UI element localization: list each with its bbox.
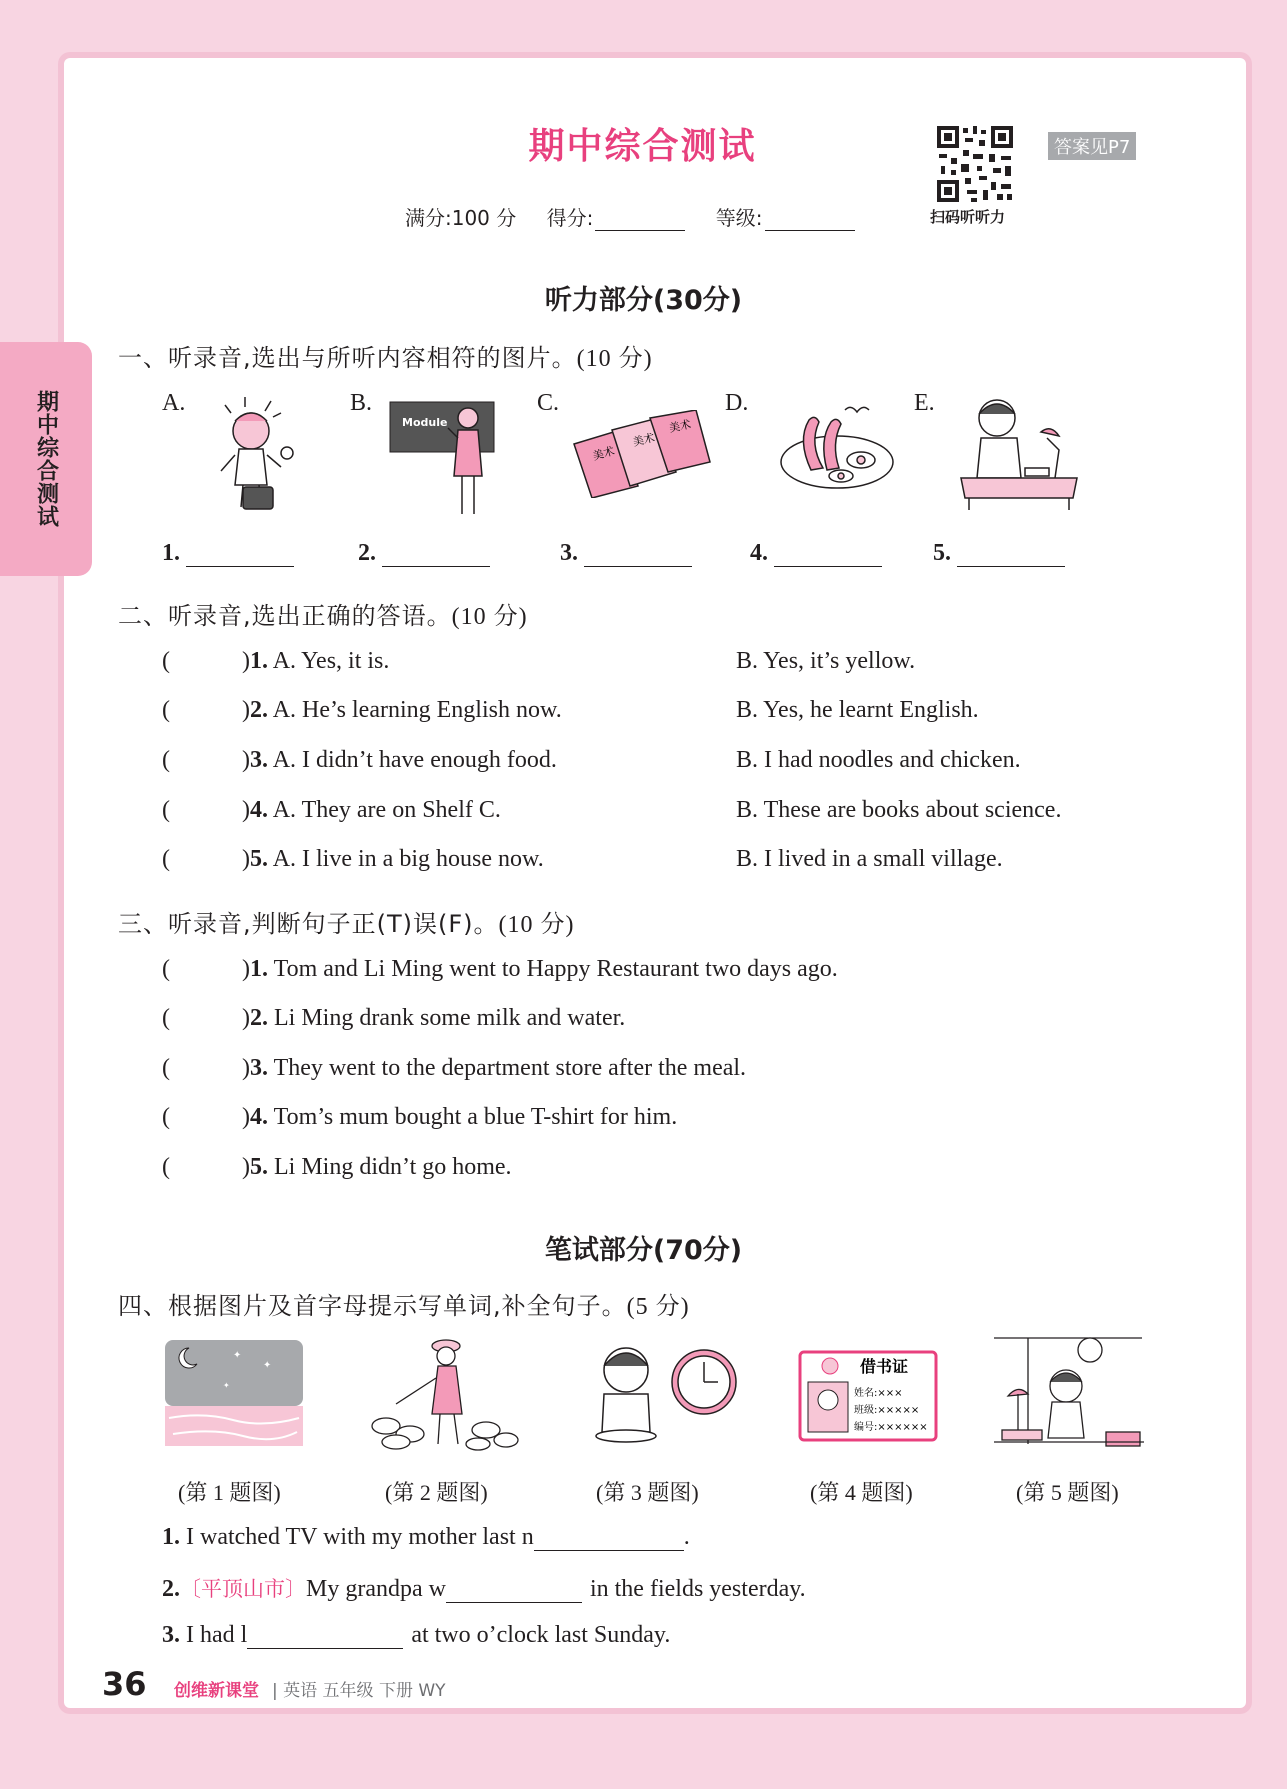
side-tab-label: 期中综合测试 — [33, 390, 59, 528]
q1-answer-5: 5. — [933, 540, 1065, 567]
answer-tag: 答案见P7 — [1048, 132, 1136, 160]
picture-letter-c: C. — [537, 390, 560, 416]
q2-item-4: ( )4. A. They are on Shelf C. — [162, 797, 501, 823]
picture-letter-a: A. — [162, 390, 186, 416]
svg-text:✦: ✦ — [233, 1350, 242, 1361]
q3-item-1: ( )1. Tom and Li Ming went to Happy Restaurant two days ago. — [162, 956, 838, 982]
footer-info: | 英语 五年级 下册 WY — [272, 1681, 446, 1701]
picture-letter-e: E. — [914, 390, 935, 416]
q2-item-3-option-b: B. I had noodles and chicken. — [736, 747, 1021, 773]
q2-item-5: ( )5. A. I live in a big house now. — [162, 846, 544, 872]
score-label: 得分: — [546, 206, 594, 230]
book-label: 美术 — [591, 444, 616, 463]
art-books-picture — [572, 410, 712, 498]
q3-item-5: ( )5. Li Ming didn’t go home. — [162, 1154, 512, 1180]
footer-brand: 创维新课堂 — [174, 1681, 259, 1701]
page-number: 36 — [102, 1665, 147, 1703]
score-blank[interactable] — [595, 208, 685, 231]
q3-item-3: ( )3. They went to the department store after the meal. — [162, 1055, 747, 1081]
q2-heading: 二、听录音,选出正确的答语。(10 分) — [118, 602, 528, 630]
grade-label: 等级: — [715, 206, 763, 230]
q1-answer-3: 3. — [560, 540, 692, 567]
q4-caption-3: (第 3 题图) — [596, 1480, 699, 1505]
blackboard-text: Module — [402, 416, 448, 429]
svg-text:✦: ✦ — [223, 1381, 230, 1390]
region-hint: 〔平顶山市〕 — [180, 1577, 306, 1601]
side-tab — [0, 342, 92, 576]
q2-item-1-option-b: B. Yes, it’s yellow. — [736, 648, 916, 674]
grade-blank[interactable] — [765, 208, 855, 231]
svg-text:✦: ✦ — [263, 1360, 272, 1371]
q4-caption-5: (第 5 题图) — [1016, 1480, 1119, 1505]
picture-letter-d: D. — [725, 390, 749, 416]
q4-caption-4: (第 4 题图) — [810, 1480, 913, 1505]
boy-lunch-clock-picture — [582, 1336, 742, 1456]
card-title: 借书证 — [860, 1357, 909, 1376]
answer-blank[interactable] — [247, 1626, 403, 1649]
sausage-plate-picture — [775, 400, 897, 495]
boy-homework-picture — [992, 1334, 1148, 1456]
qr-code-icon[interactable] — [935, 124, 1015, 204]
q1-answer-4: 4. — [750, 540, 882, 567]
q4-caption-1: (第 1 题图) — [178, 1480, 281, 1505]
answer-blank[interactable] — [534, 1528, 684, 1551]
q3-heading: 三、听录音,判断句子正(T)误(F)。(10 分) — [118, 910, 575, 938]
answer-blank[interactable] — [774, 544, 882, 567]
card-class: 班级:××××× — [854, 1405, 920, 1416]
night-sky-picture — [163, 1338, 305, 1452]
q4-item-2: 2.〔平顶山市〕My grandpa w in the fields yesterday. — [162, 1576, 806, 1602]
card-name: 姓名:××× — [854, 1388, 903, 1399]
farmer-watering-picture — [366, 1334, 522, 1454]
library-card-picture — [798, 1350, 938, 1442]
q3-item-2: ( )2. Li Ming drank some milk and water. — [162, 1005, 626, 1031]
listening-heading: 听力部分(30分) — [544, 285, 743, 316]
q4-item-1: 1. I watched TV with my mother last n . — [162, 1524, 690, 1550]
qr-caption: 扫码听听力 — [930, 208, 1006, 226]
page-title: 期中综合测试 — [528, 126, 757, 167]
q4-caption-2: (第 2 题图) — [385, 1480, 488, 1505]
card-number: 编号:×××××× — [854, 1422, 928, 1433]
answer-blank[interactable] — [957, 544, 1065, 567]
q3-item-4: ( )4. Tom’s mum bought a blue T-shirt for him. — [162, 1104, 678, 1130]
boy-studying-picture — [955, 394, 1085, 512]
answer-blank[interactable] — [446, 1580, 582, 1603]
q2-item-2-option-b: B. Yes, he learnt English. — [736, 697, 979, 723]
q4-item-3: 3. I had l at two o’clock last Sunday. — [162, 1622, 671, 1648]
svg-text:美术: 美术 — [631, 430, 657, 449]
q4-heading: 四、根据图片及首字母提示写单词,补全句子。(5 分) — [118, 1292, 690, 1320]
svg-text:美术: 美术 — [667, 417, 693, 435]
answer-blank[interactable] — [584, 544, 692, 567]
q2-item-1: ( )1. A. Yes, it is. — [162, 648, 390, 674]
q1-heading: 一、听录音,选出与所听内容相符的图片。(10 分) — [118, 344, 653, 372]
q2-item-5-option-b: B. I lived in a small village. — [736, 846, 1003, 872]
q2-item-3: ( )3. A. I didn’t have enough food. — [162, 747, 557, 773]
q1-answer-2: 2. — [358, 540, 490, 567]
score-line — [405, 202, 879, 231]
q2-item-4-option-b: B. These are books about science. — [736, 797, 1062, 823]
q1-answer-1: 1. — [162, 540, 294, 567]
teacher-blackboard-picture — [388, 398, 498, 520]
answer-blank[interactable] — [186, 544, 294, 567]
picture-letter-b: B. — [350, 390, 373, 416]
answer-blank[interactable] — [382, 544, 490, 567]
girl-with-suitcase-picture — [205, 395, 300, 520]
full-score: 满分:100 分 — [405, 206, 517, 230]
writing-heading: 笔试部分(70分) — [544, 1235, 743, 1266]
q2-item-2: ( )2. A. He’s learning English now. — [162, 697, 562, 723]
